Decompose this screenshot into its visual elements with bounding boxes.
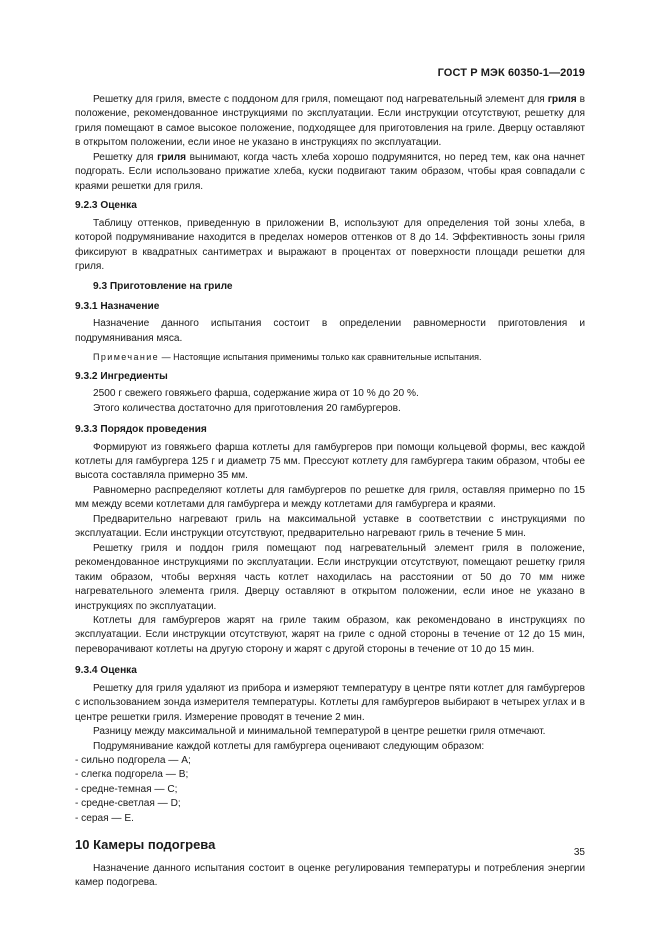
- section-heading-9-3-4: 9.3.4 Оценка: [75, 665, 137, 677]
- paragraph: Предварительно нагревают гриль на максимальной уставке в соответствии с инструкциями по эксплуатации. Если инструкции отсутствуют, предварительно нагревают гриль в течение 5 мин.: [75, 513, 585, 540]
- section-heading-9-3-2: 9.3.2 Ингредиенты: [75, 370, 168, 382]
- page-number: 35: [573, 847, 585, 858]
- paragraph: Решетку для гриля вынимают, когда часть хлеба хорошо подрумянится, но перед тем, как она начнет подгорать. Если использовано прижатие хлеба, куски подвигают таким образом, чтобы края совпадали с краями решетки для гриля.: [75, 151, 585, 192]
- paragraph: Назначение данного испытания состоит в оценке регулирования температуры и потребления энергии камер подогрева.: [75, 862, 585, 889]
- section-heading-9-2-3: 9.2.3 Оценка: [75, 200, 137, 212]
- paragraph: Решетку для гриля удаляют из прибора и измеряют температуру в центре пяти котлет для гамбургеров с использованием зонда измерителя температуры. Котлеты для гамбургеров выбирают в четырех углах и в центре решетки гриля. Измерение проводят в течение 2 мин.: [75, 682, 585, 723]
- note-text: — Настоящие испытания применимы только как сравнительные испытания.: [159, 352, 482, 363]
- paragraph: Решетку для гриля, вместе с поддоном для гриля, помещают под нагревательный элемент для гриля в положение, рекомендованное инструкциями по эксплуатации. Если инструкции отсутствуют, решетку для гриля помещают в самое высокое положение, подходящее для приготовления на гриле. Дверцу оставляют в открытом положении, если иное не указано в инструкциях по эксплуатации.: [75, 94, 585, 149]
- paragraph: Разницу между максимальной и минимальной температурой в центре решетки гриля отмечают.: [93, 726, 546, 738]
- list-item: - средне-темная — С;: [75, 783, 178, 795]
- list-item: - слегка подгорела — В;: [75, 769, 189, 781]
- paragraph: Формируют из говяжьего фарша котлеты для гамбургеров при помощи кольцевой формы, вес каждой котлеты для гамбургера 125 г и диаметр 75 мм. Прессуют котлету для гамбургера таким образом, чтобы ее высота составляла примерно 35 мм.: [75, 441, 585, 482]
- list-item: - серая — Е.: [75, 812, 134, 824]
- section-heading-10: 10 Камеры подогрева: [75, 837, 216, 853]
- note-label: Примечание: [93, 352, 160, 363]
- paragraph: 2500 г свежего говяжьего фарша, содержание жира от 10 % до 20 %.: [93, 388, 419, 400]
- section-heading-9-3-1: 9.3.1 Назначение: [75, 300, 160, 312]
- note: [75, 350, 585, 364]
- paragraph: Решетку гриля и поддон гриля помещают под нагревательный элемент гриля в положение, рекомендованное инструкциями по эксплуатации. Если инструкции отсутствуют, помещают решетку гриля таким образом, чтобы верхняя часть котлет находилась на расстоянии от 50 до 70 мм ниже нагревательного элемента гриля. Дверцу оставляют в открытом положении, если иное не указано в инструкциях по эксплуатации.: [75, 542, 585, 612]
- paragraph: Этого количества достаточно для приготовления 20 гамбургеров.: [93, 402, 401, 414]
- section-heading-9-3: 9.3 Приготовление на гриле: [93, 281, 233, 293]
- paragraph: Таблицу оттенков, приведенную в приложении В, используют для определения той зоны хлеба, в которой подрумянивание находится в пределах номеров оттенков от 8 до 14. Эффективность зоны гриля фиксируют в квадратных сантиметрах и выражают в процентах от поверхности площади решетки для гриля.: [75, 217, 585, 272]
- paragraph: Котлеты для гамбургеров жарят на гриле таким образом, как рекомендовано в инструкциях по эксплуатации. Если инструкции отсутствуют, жарят на гриле с одной стороны в течение от 12 до 15 мин, переворачивают котлеты на другую сторону и жарят с другой стороны в течение от 10 до 15 мин.: [75, 614, 585, 655]
- page-body: [75, 93, 585, 891]
- paragraph: Назначение данного испытания состоит в определении равномерности приготовления и подрумянивания мяса.: [75, 318, 585, 344]
- paragraph: Подрумянивание каждой котлеты для гамбургера оценивают следующим образом:: [93, 740, 485, 752]
- document-header: ГОСТ Р МЭК 60350-1—2019: [437, 67, 585, 79]
- list-item: - сильно подгорела — А;: [75, 755, 191, 767]
- list-item: - средне-светлая — D;: [75, 798, 181, 810]
- section-heading-9-3-3: 9.3.3 Порядок проведения: [75, 424, 207, 436]
- paragraph: Равномерно распределяют котлеты для гамбургеров по решетке для гриля, оставляя примерно по 15 мм между всеми котлетами для гамбургера и между котлетами для гамбургера и краями.: [75, 484, 585, 511]
